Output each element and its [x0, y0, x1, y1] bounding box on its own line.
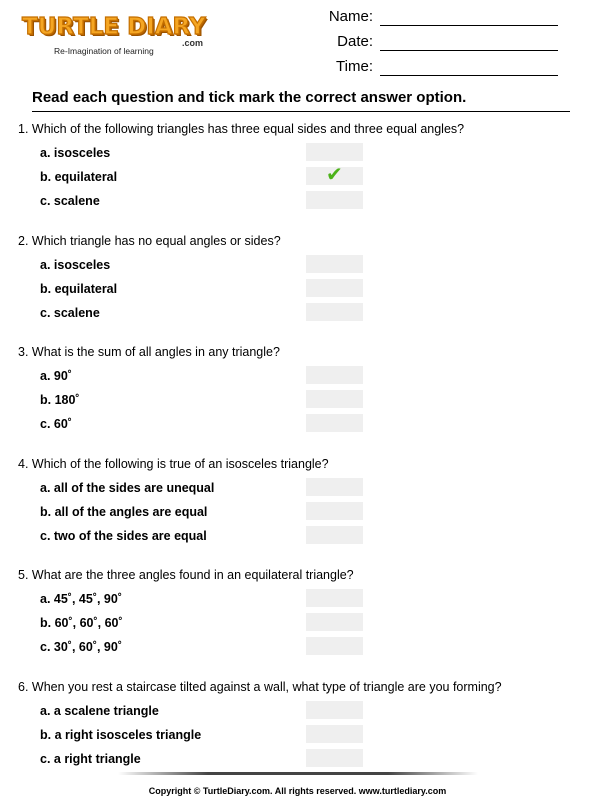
answer-option-label: b. 60˚, 60˚, 60˚: [40, 616, 123, 631]
question-text: 6. When you rest a staircase tilted against a wall, what type of triangle are you forming?: [18, 679, 502, 694]
answer-option: [18, 303, 578, 327]
answer-option: [18, 478, 578, 502]
answer-option-label: c. scalene: [40, 194, 100, 209]
question-text: 5. What are the three angles found in an equilateral triangle?: [18, 568, 354, 582]
copyright-footer: Copyright © TurtleDiary.com. All rights reserved. www.turtlediary.com: [148, 786, 447, 796]
question-1: [18, 121, 578, 233]
answer-option: [18, 366, 578, 390]
answer-option: [18, 526, 578, 550]
answer-option-label: a. isosceles: [40, 146, 111, 160]
question-5: [18, 567, 578, 679]
answer-option: [18, 255, 578, 279]
answer-checkbox[interactable]: [306, 589, 363, 607]
answer-checkbox[interactable]: [306, 191, 363, 209]
answer-option-label: a. all of the sides are unequal: [40, 480, 215, 495]
answer-option-label: a. a scalene triangle: [40, 703, 159, 718]
checkmark-icon: ✔: [326, 164, 343, 187]
answer-option-label: b. a right isosceles triangle: [40, 727, 202, 742]
logo-com: .com: [182, 38, 204, 48]
time-blank-line[interactable]: [380, 75, 558, 76]
name-blank-line[interactable]: [380, 25, 558, 26]
answer-option: [18, 637, 578, 661]
answer-checkbox[interactable]: [306, 725, 363, 743]
answer-checkbox[interactable]: [306, 478, 363, 496]
answer-option: [18, 589, 578, 613]
answer-option-label: b. 180˚: [40, 393, 80, 408]
answer-option-label: c. 30˚, 60˚, 90˚: [40, 640, 122, 655]
answer-option-label: b. equilateral: [40, 281, 118, 296]
answer-option-label: a. 45˚, 45˚, 90˚: [40, 592, 122, 606]
answer-option: [18, 164, 578, 191]
answer-option: [18, 390, 578, 414]
answer-checkbox[interactable]: [306, 502, 363, 520]
instructions: Read each question and tick mark the correct answer option.: [32, 89, 467, 106]
answer-checkbox[interactable]: [306, 164, 363, 187]
answer-checkbox[interactable]: [306, 613, 363, 631]
answer-option: [18, 414, 578, 438]
question-3: [18, 344, 578, 456]
answer-option: [18, 749, 578, 773]
footer-divider: [118, 772, 478, 775]
answer-option: [18, 191, 578, 215]
answer-checkbox[interactable]: [306, 414, 363, 432]
answer-option: [18, 725, 578, 749]
answer-checkbox[interactable]: [306, 366, 363, 384]
answer-option-label: c. scalene: [40, 305, 100, 320]
answer-option-label: b. all of the angles are equal: [40, 504, 208, 519]
answer-checkbox[interactable]: [306, 526, 363, 544]
time-field[interactable]: [298, 58, 558, 83]
student-info-fields: [298, 8, 558, 83]
instructions-divider: [32, 111, 570, 112]
question-text: 3. What is the sum of all angles in any triangle?: [18, 345, 280, 359]
name-field[interactable]: [298, 8, 558, 33]
answer-checkbox[interactable]: [306, 390, 363, 408]
turtle-diary-logo: [22, 12, 222, 60]
question-4: [18, 456, 578, 568]
time-label: Time:: [336, 58, 373, 75]
question-list: [18, 121, 578, 790]
answer-option-label: b. equilateral: [40, 170, 118, 185]
logo-tagline: Re-Imagination of learning: [54, 46, 154, 56]
name-label: Name:: [328, 8, 373, 25]
answer-option: [18, 502, 578, 526]
date-blank-line[interactable]: [380, 50, 558, 51]
answer-option-label: c. a right triangle: [40, 751, 141, 766]
question-2: [18, 233, 578, 345]
answer-checkbox[interactable]: [306, 701, 363, 719]
question-text: 1. Which of the following triangles has three equal sides and three equal angles?: [18, 122, 465, 136]
question-text: 2. Which triangle has no equal angles or sides?: [18, 233, 281, 248]
answer-checkbox[interactable]: [306, 143, 363, 161]
answer-option: [18, 701, 578, 725]
answer-option: [18, 613, 578, 637]
question-text: 4. Which of the following is true of an isosceles triangle?: [18, 456, 329, 471]
date-label: Date:: [337, 33, 373, 50]
answer-checkbox[interactable]: [306, 749, 363, 767]
answer-checkbox[interactable]: [306, 637, 363, 655]
answer-checkbox[interactable]: [306, 303, 363, 321]
answer-option-label: c. two of the sides are equal: [40, 528, 207, 543]
answer-option-label: a. isosceles: [40, 257, 111, 272]
answer-checkbox[interactable]: [306, 279, 363, 297]
logo-text: TURTLE DIARY: [22, 14, 206, 40]
answer-option: [18, 279, 578, 303]
answer-option-label: c. 60˚: [40, 417, 72, 432]
date-field[interactable]: [298, 33, 558, 58]
answer-option: [18, 143, 578, 167]
answer-checkbox[interactable]: [306, 255, 363, 273]
answer-option-label: a. 90˚: [40, 369, 72, 383]
